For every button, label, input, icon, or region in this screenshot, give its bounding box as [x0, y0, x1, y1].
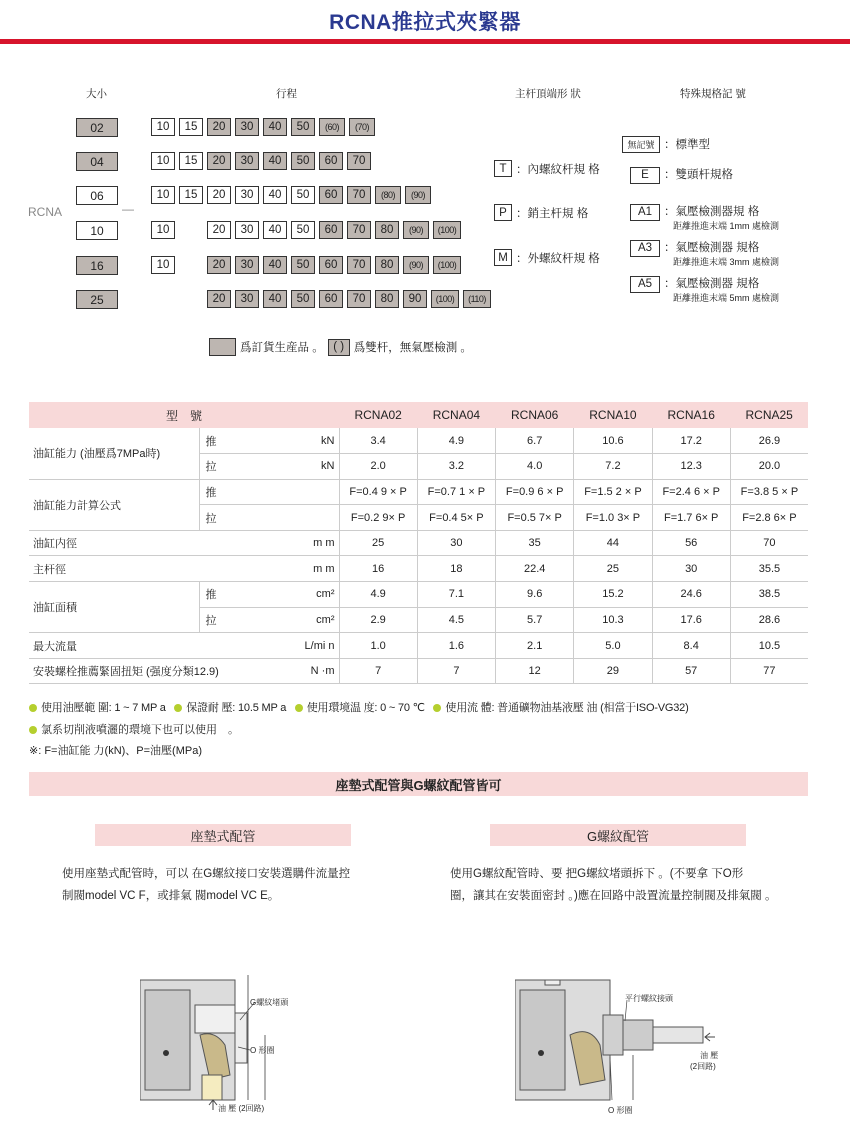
stroke-cell: 20 — [207, 256, 231, 274]
row-sub: 拉 — [199, 505, 299, 531]
value-cell: 29 — [574, 658, 652, 684]
left-line-1: 使用座墊式配管時，可以 在G螺紋接口安裝選購件流量控 — [62, 868, 351, 880]
right-subtitle: G螺紋配管 — [490, 824, 746, 846]
model-col: RCNA25 — [730, 402, 808, 428]
value-cell: 4.9 — [339, 582, 417, 608]
value-cell: 17.6 — [652, 607, 730, 633]
stroke-cell: 40 — [263, 221, 287, 239]
stroke-cell: 50 — [291, 221, 315, 239]
stroke-cell: 60 — [319, 256, 343, 274]
special-A3 — [630, 239, 779, 268]
note-coolant: 氯系切削液噴灑的環境下也可以使用 。 — [41, 724, 239, 736]
stroke-cell: 20 — [207, 186, 231, 204]
row-unit: N ·m — [299, 658, 339, 684]
value-cell: 70 — [730, 530, 808, 556]
special-desc: ：標準型 — [664, 139, 710, 151]
special-header: 特殊規格記 號 — [680, 88, 746, 100]
stroke-cell: 70 — [347, 186, 371, 204]
right-line-1: 使用G螺紋配管時、要 把G螺紋堵頭拆下 。(不要拿 下O形 — [450, 868, 744, 880]
value-cell: 16 — [339, 556, 417, 582]
value-cell: 2.0 — [339, 454, 417, 480]
value-cell: 2.1 — [496, 633, 574, 659]
value-cell: 25 — [574, 556, 652, 582]
bullet-dot — [29, 704, 37, 712]
model-dash: — — [122, 202, 134, 216]
value-cell: 17.2 — [652, 428, 730, 454]
value-cell: F=1.5 2 × P — [574, 479, 652, 505]
notes-line-3: ※: F=油缸能 力(kN)、P=油壓(MPa) — [29, 745, 203, 757]
size-cell: 04 — [76, 152, 118, 171]
value-cell: F=0.4 5× P — [417, 505, 495, 531]
stroke-cell: (90) — [405, 186, 431, 204]
size-header: 大小 — [86, 88, 107, 100]
stroke-cell: 20 — [207, 221, 231, 239]
value-cell: 10.5 — [730, 633, 808, 659]
stroke-cell: (100) — [431, 290, 459, 308]
value-cell: F=0.9 6 × P — [496, 479, 574, 505]
stroke-cell: 40 — [263, 290, 287, 308]
left-subtitle: 座墊式配管 — [95, 824, 351, 846]
value-cell: 7 — [339, 658, 417, 684]
value-cell: 22.4 — [496, 556, 574, 582]
note-proof: 保證耐 壓: 10.5 MP a — [186, 702, 287, 714]
table-row — [29, 556, 808, 582]
label-oil-right-2: (2回路) — [690, 1062, 716, 1071]
stroke-cell: 90 — [403, 290, 427, 308]
special-desc: ：氣壓檢測器 規格 — [664, 278, 760, 290]
stroke-cell: (100) — [433, 221, 461, 239]
size-cell: 06 — [76, 186, 118, 205]
bullet-dot — [433, 704, 441, 712]
value-cell: 9.6 — [496, 582, 574, 608]
model-prefix: RCNA — [28, 205, 63, 219]
value-cell: 1.0 — [339, 633, 417, 659]
stroke-cell: 40 — [263, 118, 287, 136]
size-cell: 02 — [76, 118, 118, 137]
stroke-cell: (100) — [433, 256, 461, 274]
value-cell: 4.5 — [417, 607, 495, 633]
rod-end-desc: ：內螺紋杆規 格 — [516, 163, 600, 176]
note-fluid: 使用流 體: 普通礦物油基液壓 油 (相當于ISO-VG32) — [445, 702, 689, 714]
stroke-cell: 70 — [347, 221, 371, 239]
special-E — [630, 166, 733, 184]
value-cell: 15.2 — [574, 582, 652, 608]
value-cell: F=1.7 6× P — [652, 505, 730, 531]
table-row — [29, 658, 808, 684]
model-header: 型 號 — [29, 402, 339, 428]
stroke-header: 行程 — [276, 88, 297, 100]
size-cell: 16 — [76, 256, 118, 275]
value-cell: 30 — [417, 530, 495, 556]
row-label: 最大流量 — [29, 633, 299, 659]
value-cell: 5.7 — [496, 607, 574, 633]
table-header-row — [29, 402, 808, 428]
legend — [209, 338, 472, 356]
stroke-cell: 40 — [263, 152, 287, 170]
stroke-cell: (60) — [319, 118, 345, 136]
value-cell: F=0.7 1 × P — [417, 479, 495, 505]
value-cell: F=0.5 7× P — [496, 505, 574, 531]
value-cell: 18 — [417, 556, 495, 582]
stroke-cell: 10 — [151, 221, 175, 239]
stroke-cell: 60 — [319, 221, 343, 239]
stroke-cell: 40 — [263, 256, 287, 274]
stroke-cell: 15 — [179, 118, 203, 136]
value-cell: 44 — [574, 530, 652, 556]
stroke-cell: 15 — [179, 152, 203, 170]
bullet-dot — [29, 726, 37, 734]
stroke-cell: 30 — [235, 221, 259, 239]
stroke-cell: 60 — [319, 186, 343, 204]
stroke-cell: (90) — [403, 256, 429, 274]
legend-paren-text: 爲雙杆，無氣壓檢測 。 — [353, 342, 472, 354]
note-temp: 使用環境温 度: 0 ~ 70 ℃ — [306, 702, 425, 714]
value-cell: 7.2 — [574, 454, 652, 480]
row-label: 油缸能力 (油壓爲7MPa時) — [29, 428, 199, 479]
size-cell: 25 — [76, 290, 118, 309]
value-cell: 35.5 — [730, 556, 808, 582]
special-standard — [622, 136, 710, 153]
special-code: A3 — [630, 240, 660, 257]
title-underline — [0, 39, 850, 44]
label-g-plug: G螺紋堵頭 — [250, 998, 289, 1007]
stroke-cell: 60 — [319, 152, 343, 170]
bullet-dot — [174, 704, 182, 712]
value-cell: 30 — [652, 556, 730, 582]
rod-end-header: 主杆頂端形 狀 — [515, 88, 581, 100]
value-cell: F=3.8 5 × P — [730, 479, 808, 505]
row-unit: cm² — [299, 582, 339, 608]
row-unit: kN — [299, 428, 339, 454]
legend-gray-text: 爲訂貨生産品 。 — [240, 342, 324, 354]
stroke-cell: 50 — [291, 290, 315, 308]
label-oring-left: O 形圈 — [250, 1046, 275, 1055]
left-line-2: 制閥model VC F，或排氣 閥model VC E。 — [62, 890, 280, 902]
value-cell: F=1.0 3× P — [574, 505, 652, 531]
stroke-cell: 30 — [235, 152, 259, 170]
note-pressure: 使用油壓範 圍: 1 ~ 7 MP a — [41, 702, 166, 714]
stroke-cell: 70 — [347, 256, 371, 274]
special-sub: 距離推進末端 5mm 處檢測 — [673, 292, 780, 303]
stroke-cell: 20 — [207, 118, 231, 136]
row-sub: 推 — [199, 582, 299, 608]
row-label: 主杆徑 — [29, 556, 299, 582]
row-sub: 拉 — [199, 607, 299, 633]
rod-end-M — [494, 249, 600, 266]
stroke-cell: (70) — [349, 118, 375, 136]
table-row — [29, 633, 808, 659]
label-fitting: 平行螺紋接頭 — [625, 994, 673, 1003]
stroke-cell: 80 — [375, 256, 399, 274]
value-cell: 10.6 — [574, 428, 652, 454]
special-code: E — [630, 167, 660, 184]
row-label: 油缸面積 — [29, 582, 199, 633]
stroke-cell: 30 — [235, 118, 259, 136]
stroke-cell: 80 — [375, 221, 399, 239]
stroke-cell: 30 — [235, 290, 259, 308]
special-sub: 距離推進末端 3mm 處檢測 — [673, 256, 780, 267]
value-cell: 1.6 — [417, 633, 495, 659]
notes-line-2 — [29, 721, 239, 737]
special-code: 無記號 — [622, 136, 660, 153]
stroke-cell: 50 — [291, 186, 315, 204]
value-cell: 35 — [496, 530, 574, 556]
stroke-cell: (80) — [375, 186, 401, 204]
value-cell: 20.0 — [730, 454, 808, 480]
model-col: RCNA10 — [574, 402, 652, 428]
row-unit: kN — [299, 454, 339, 480]
stroke-cell: 30 — [235, 256, 259, 274]
stroke-cell: 10 — [151, 256, 175, 274]
special-code: A5 — [630, 276, 660, 293]
model-col: RCNA04 — [417, 402, 495, 428]
stroke-cell: (110) — [463, 290, 491, 308]
stroke-cell: 10 — [151, 118, 175, 136]
value-cell: 3.2 — [417, 454, 495, 480]
value-cell: 12 — [496, 658, 574, 684]
value-cell: 6.7 — [496, 428, 574, 454]
stroke-cell: 20 — [207, 152, 231, 170]
row-sub: 推 — [199, 428, 299, 454]
stroke-cell: 50 — [291, 256, 315, 274]
stroke-cell: 70 — [347, 152, 371, 170]
stroke-cell: 80 — [375, 290, 399, 308]
row-unit: m m — [299, 530, 339, 556]
value-cell: 2.9 — [339, 607, 417, 633]
value-cell: 24.6 — [652, 582, 730, 608]
model-col: RCNA06 — [496, 402, 574, 428]
row-unit — [299, 479, 339, 505]
stroke-cell: 20 — [207, 290, 231, 308]
rod-end-P — [494, 204, 588, 221]
row-sub: 推 — [199, 479, 299, 505]
special-sub: 距離推進末端 1mm 處檢測 — [673, 220, 780, 231]
label-oil-left: 油 壓 (2回路) — [218, 1104, 265, 1113]
stroke-cell: (90) — [403, 221, 429, 239]
value-cell: 56 — [652, 530, 730, 556]
special-A1 — [630, 203, 779, 232]
row-unit: L/mi n — [299, 633, 339, 659]
value-cell: 5.0 — [574, 633, 652, 659]
right-paragraph — [450, 863, 776, 907]
value-cell: 10.3 — [574, 607, 652, 633]
model-col: RCNA02 — [339, 402, 417, 428]
size-cell: 10 — [76, 221, 118, 240]
rod-end-desc: ：銷主杆規 格 — [516, 207, 589, 220]
rod-end-code: T — [494, 160, 512, 177]
row-sub: 拉 — [199, 454, 299, 480]
stroke-cell: 30 — [235, 186, 259, 204]
table-row — [29, 428, 808, 454]
stroke-cell: 40 — [263, 186, 287, 204]
table-row — [29, 582, 808, 608]
row-unit — [299, 505, 339, 531]
row-unit: cm² — [299, 607, 339, 633]
rod-end-code: M — [494, 249, 512, 266]
special-desc: ：氣壓檢測器 規格 — [664, 242, 760, 254]
rod-end-T — [494, 160, 600, 177]
g-thread-piping-diagram — [515, 975, 715, 1110]
bullet-dot — [295, 704, 303, 712]
row-label: 安裝螺栓推薦緊固扭矩 (强度分類12.9) — [29, 658, 299, 684]
table-row — [29, 530, 808, 556]
left-paragraph — [62, 863, 350, 907]
value-cell: 4.9 — [417, 428, 495, 454]
special-desc: ：雙頭杆規格 — [664, 169, 733, 181]
stroke-cell: 10 — [151, 186, 175, 204]
row-label: 油缸内徑 — [29, 530, 299, 556]
value-cell: 7 — [417, 658, 495, 684]
value-cell: 12.3 — [652, 454, 730, 480]
stroke-cell: 50 — [291, 152, 315, 170]
value-cell: 77 — [730, 658, 808, 684]
table-row — [29, 479, 808, 505]
rod-end-desc: ：外螺紋杆規 格 — [516, 252, 600, 265]
special-A5 — [630, 275, 779, 304]
stroke-cell: 10 — [151, 152, 175, 170]
value-cell: F=0.4 9 × P — [339, 479, 417, 505]
value-cell: F=2.8 6× P — [730, 505, 808, 531]
value-cell: 25 — [339, 530, 417, 556]
value-cell: 38.5 — [730, 582, 808, 608]
special-desc: ：氣壓檢測器規 格 — [664, 206, 760, 218]
stroke-cell: 15 — [179, 186, 203, 204]
page-title: RCNA推拉式夾緊器 — [329, 11, 521, 34]
stroke-cell: 70 — [347, 290, 371, 308]
special-code: A1 — [630, 204, 660, 221]
value-cell: 3.4 — [339, 428, 417, 454]
value-cell: 4.0 — [496, 454, 574, 480]
stroke-cell: 60 — [319, 290, 343, 308]
value-cell: 26.9 — [730, 428, 808, 454]
legend-paren-box: ( ) — [328, 339, 350, 356]
label-oring-right: O 形圈 — [608, 1106, 633, 1115]
spec-table — [29, 402, 808, 684]
section-title: 座墊式配管與G螺紋配管皆可 — [29, 772, 808, 796]
model-col: RCNA16 — [652, 402, 730, 428]
notes-line-1 — [29, 699, 689, 715]
value-cell: 28.6 — [730, 607, 808, 633]
value-cell: 7.1 — [417, 582, 495, 608]
label-oil-right: 油 壓 — [700, 1051, 719, 1060]
value-cell: F=0.2 9× P — [339, 505, 417, 531]
value-cell: 57 — [652, 658, 730, 684]
right-line-2: 圈，讓其在安裝面密封 。)應在回路中設置流量控制閥及排氣閥 。 — [450, 890, 777, 902]
stroke-cell: 50 — [291, 118, 315, 136]
rod-end-code: P — [494, 204, 512, 221]
legend-gray-swatch — [209, 338, 236, 356]
row-label: 油缸能力計算公式 — [29, 479, 199, 530]
row-unit: m m — [299, 556, 339, 582]
value-cell: 8.4 — [652, 633, 730, 659]
value-cell: F=2.4 6 × P — [652, 479, 730, 505]
